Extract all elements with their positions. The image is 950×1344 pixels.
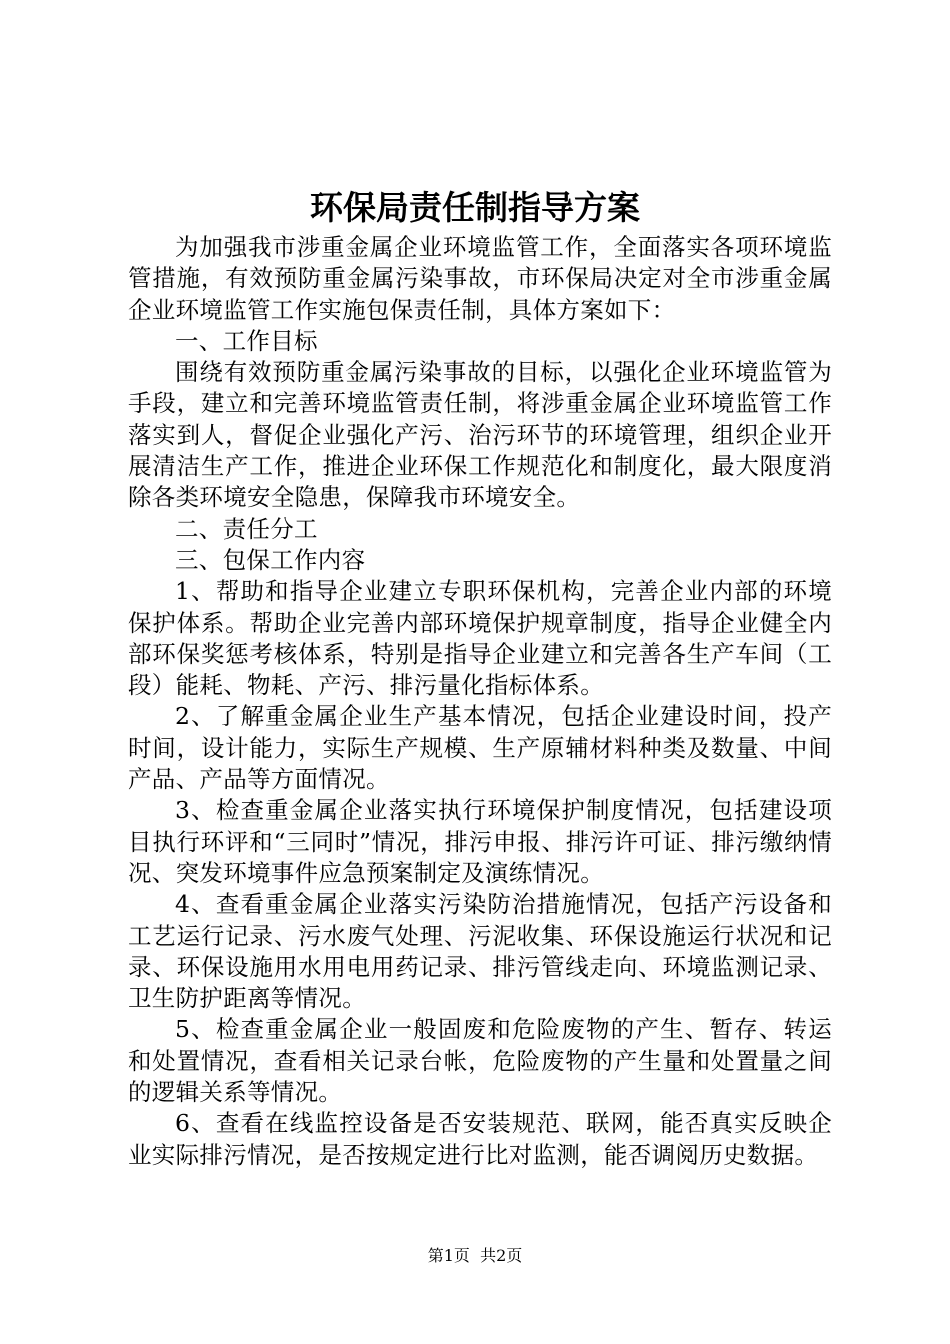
paragraph-item-6: 6、查看在线监控设备是否安装规范、联网，能否真实反映企业实际排污情况，是否按规定进行比对监测，能否调阅历史数据。	[128, 1109, 832, 1169]
heading-work-content: 三、包保工作内容	[175, 545, 366, 574]
heading-responsibility: 二、责任分工	[175, 514, 318, 543]
heading-work-goal: 一、工作目标	[175, 326, 318, 355]
paragraph-work-goal: 围绕有效预防重金属污染事故的目标，以强化企业环境监管为手段，建立和完善环境监管责任制，将涉重金属企业环境监管工作落实到人，督促企业强化产污、治污环节的环境管理，组织企业开展清洁生产工作，推进企业环保工作规范化和制度化，最大限度消除各类环境安全隐患，保障我市环境安全。	[128, 358, 832, 512]
paragraph-item-1: 1、帮助和指导企业建立专职环保机构，完善企业内部的环境保护体系。帮助企业完善内部环境保护规章制度，指导企业健全内部环保奖惩考核体系，特别是指导企业建立和完善各生产车间（工段）能耗、物耗、产污、排污量化指标体系。	[128, 577, 832, 700]
paragraph-intro: 为加强我市涉重金属企业环境监管工作，全面落实各项环境监管措施，有效预防重金属污染事故，市环保局决定对全市涉重金属企业环境监管工作实施包保责任制，具体方案如下：	[128, 233, 832, 324]
page-footer	[0, 1244, 950, 1268]
document-body	[128, 232, 832, 1171]
page-total: 共2页	[480, 1246, 523, 1265]
document-title: 环保局责任制指导方案	[310, 188, 640, 227]
paragraph-item-5: 5、检查重金属企业一般固废和危险废物的产生、暂存、转运和处置情况，查看相关记录台帐，危险废物的产生量和处置量之间的逻辑关系等情况。	[128, 1015, 832, 1107]
footer-separator	[470, 1246, 480, 1265]
page-number: 第1页	[427, 1246, 470, 1265]
paragraph-item-4: 4、查看重金属企业落实污染防治措施情况，包括产污设备和工艺运行记录、污水废气处理、污泥收集、环保设施运行状况和记录、环保设施用水用电用药记录、排污管线走向、环境监测记录、卫生防护距离等情况。	[128, 890, 832, 1013]
paragraph-item-3: 3、检查重金属企业落实执行环境保护制度情况，包括建设项目执行环评和“三同时”情况，排污申报、排污许可证、排污缴纳情况、突发环境事件应急预案制定及演练情况。	[128, 796, 832, 887]
paragraph-item-2: 2、了解重金属企业生产基本情况，包括企业建设时间，投产时间，设计能力，实际生产规模、生产原辅材料种类及数量、中间产品、产品等方面情况。	[128, 702, 832, 794]
